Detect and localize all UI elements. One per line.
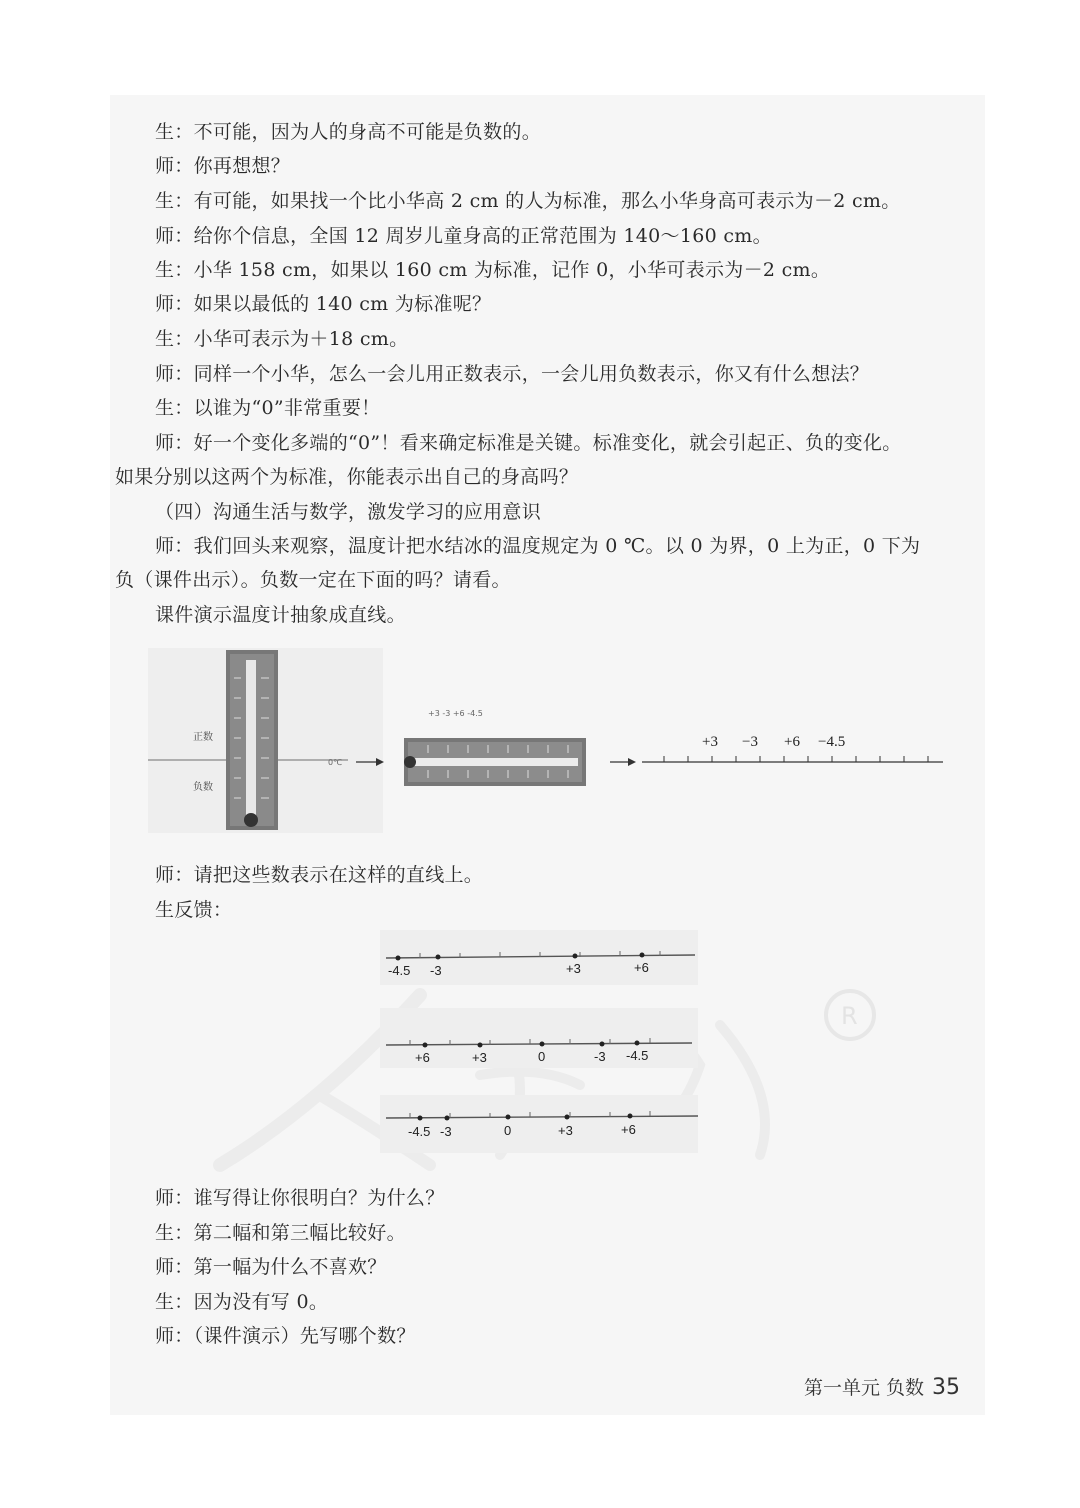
dialogue-line: 师：（课件演示）先写哪个数？	[155, 1325, 416, 1347]
feedback-label: +6	[415, 1050, 430, 1065]
dialogue-line: 生：小华可表示为＋18 cm。	[155, 328, 409, 350]
small-numbers: +3 -3 +6 -4.5	[428, 709, 483, 718]
section-heading: （四）沟通生活与数学，激发学习的应用意识	[155, 501, 542, 523]
feedback-label: -4.5	[626, 1048, 649, 1063]
dialogue-line: 生：第二幅和第三幅比较好。	[155, 1222, 406, 1244]
number-label: −4.5	[818, 734, 846, 750]
feedback-label: 0	[538, 1049, 546, 1064]
feedback-label: +3	[558, 1123, 573, 1138]
feedback-label: -3	[594, 1049, 606, 1064]
dialogue-line: 师：第一幅为什么不喜欢？	[155, 1256, 387, 1278]
dialogue-line: 负（课件出示）。负数一定在下面的吗？请看。	[115, 569, 511, 591]
dialogue-line: 生反馈：	[155, 899, 233, 921]
feedback-label: -3	[440, 1124, 452, 1139]
dialogue-line: 课件演示温度计抽象成直线。	[155, 604, 406, 626]
dialogue-line: 师：我们回头来观察，温度计把水结冰的温度规定为 0 ℃。以 0 为界，0 上为正，0 下为	[155, 535, 921, 557]
feedback-label: -4.5	[408, 1124, 431, 1139]
feedback-label: +6	[634, 960, 649, 975]
dialogue-line: 生：不可能，因为人的身高不可能是负数的。	[155, 121, 542, 143]
dialogue-line: 师：如果以最低的 140 cm 为标准呢？	[155, 293, 492, 315]
number-label: +6	[784, 734, 800, 750]
page-footer	[804, 1373, 960, 1400]
feedback-label: +6	[621, 1122, 636, 1137]
label-below: 负数	[193, 782, 213, 793]
page-number: 35	[932, 1375, 960, 1400]
thermometer-tube	[246, 660, 256, 820]
unit-title: 第一单元 负数	[803, 1377, 924, 1399]
thermometer-bulb	[244, 813, 258, 827]
dialogue-line: 生：有可能，如果找一个比小华高 2 cm 的人为标准，那么小华身高可表示为－2 cm。	[155, 190, 901, 212]
thermometer-to-line-figure	[148, 648, 948, 833]
dialogue-line: 生：以谁为“0”非常重要！	[155, 397, 381, 419]
dialogue-line: 师：谁写得让你很明白？为什么？	[155, 1187, 445, 1209]
feedback-label: 0	[504, 1123, 512, 1138]
svg-text:R: R	[841, 1002, 858, 1030]
feedback-label: -4.5	[388, 963, 411, 978]
feedback-label: -3	[430, 963, 442, 978]
dialogue-line: 生：因为没有写 0。	[155, 1291, 329, 1313]
dialogue-line: 师：请把这些数表示在这样的直线上。	[155, 864, 484, 886]
dialogue-line: 如果分别以这两个为标准，你能表示出自己的身高吗？	[115, 466, 579, 488]
dialogue-line: 师：你再想想？	[155, 155, 291, 177]
arrow-icon	[610, 758, 636, 766]
number-label: −3	[742, 734, 758, 750]
label-above: 正数	[193, 732, 213, 743]
dialogue-line: 生：小华 158 cm，如果以 160 cm 为标准，记作 0，小华可表示为－2 cm。	[155, 259, 831, 281]
zero-label: 0℃	[328, 758, 343, 767]
feedback-label: +3	[566, 961, 581, 976]
dialogue-line: 师：给你个信息，全国 12 周岁儿童身高的正常范围为 140～160 cm。	[155, 225, 772, 247]
dialogue-line: 师：好一个变化多端的“0”！看来确定标准是关键。标准变化，就会引起正、负的变化。	[155, 432, 902, 454]
number-label: +3	[702, 734, 718, 750]
student-feedback-figure	[380, 930, 705, 1155]
feedback-label: +3	[472, 1050, 487, 1065]
dialogue-line: 师：同样一个小华，怎么一会儿用正数表示，一会儿用负数表示，你又有什么想法？	[155, 363, 870, 385]
